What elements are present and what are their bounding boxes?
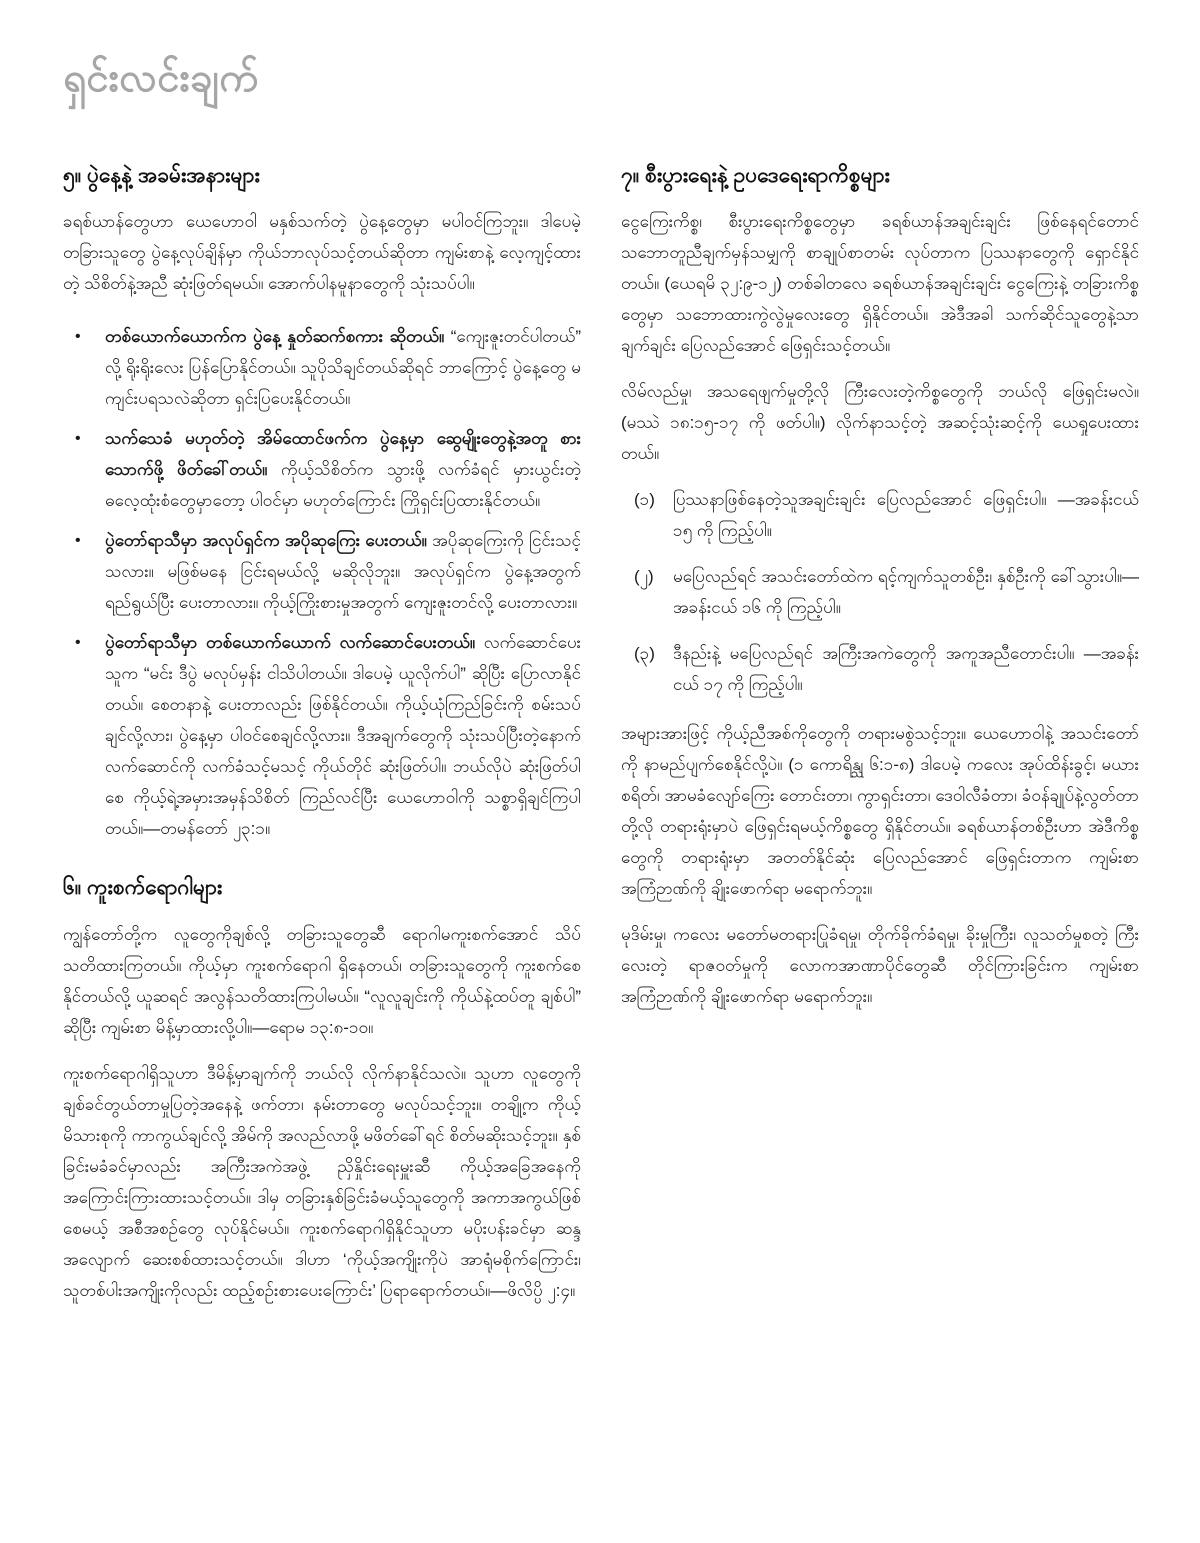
- section7-paragraph-4: မုဒိမ်းမှု၊ ကလေး မတော်မတရားပြုခံရမှု၊ တိုက်ခိုက်ခံရမှု၊ ခိုးမှုကြီး၊ လူသတ်မှုစတဲ့ ကြီးလေးတဲ့ ရာဇဝတ်မှုကို လောကအာဏာပိုင်တွေဆီ တိုင်ကြားခြင်းက ကျမ်းစာအကြံဉာဏ်ကို ချိုးဖောက်ရာ မရောက်ဘူး။: [621, 925, 1139, 1007]
- section6-paragraph-1: ကျွန်တော်တို့က လူတွေကိုချစ်လို့ တခြားသူတွေဆီ ရောဂါမကူးစက်အောင် သိပ်သတိထားကြတယ်။ ကိုယ့်မှာ ကူးစက်ရောဂါ ရှိနေတယ်၊ တခြားသူတွေကို ကူးစက်စေနိုင်တယ်လို့ ယူဆရင် အလွန်သတိထားကြပါမယ်။ “လူလူချင်းကို ကိုယ်နဲ့ထပ်တူ ချစ်ပါ” ဆိုပြီး ကျမ်းစာ မိန့်မှာထားလို့ပါ။—ရောမ ၁၃:၈-၁၀။: [63, 924, 581, 1037]
- section6-heading: ၆။ ကူးစက်ရောဂါများ: [63, 876, 223, 900]
- bullet-marker-icon: •: [75, 430, 81, 448]
- step-text: ပြဿနာဖြစ်နေတဲ့သူအချင်းချင်း ပြေလည်အောင် ဖြေရှင်းပါ။ —အခန်းငယ် ၁၅ ကို ကြည့်ပါ။: [673, 490, 1139, 541]
- step-text: ဒီနည်းနဲ့ မပြေလည်ရင် အကြီးအကဲတွေကို အကူအညီတောင်းပါ။ —အခန်းငယ် ၁၇ ကို ကြည့်ပါ။: [673, 644, 1139, 695]
- section7-step-list: [621, 484, 1139, 700]
- section5-heading: ၅။ ပွဲနေ့နဲ့ အခမ်းအနားများ: [63, 164, 260, 187]
- bullet-lead-text: ပွဲတော်ရာသီမှာ တစ်ယောက်ယောက် လက်ဆောင်ပေးတယ်။: [105, 633, 476, 653]
- bullet-body-text: လက်ဆောင်ပေးသူက “မင်း ဒီပွဲ မလုပ်မှန်း ငါသိပါတယ်။ ဒါပေမဲ့ ယူလိုက်ပါ” ဆိုပြီး ပြောလာနိုင်တယ်။ စေတနာနဲ့ ပေးတာလည်း ဖြစ်နိုင်တယ်။ ကိုယ့်ယုံကြည်ခြင်းကို စမ်းသပ်ချင်လို့လား၊ ပွဲနေ့မှာ ပါဝင်စေချင်လို့လား။ ဒီအချက်တွေကို သုံးသပ်ပြီးတဲ့နောက် လက်ဆောင်ကို လက်ခံသင့်မသင့် ကိုယ်တိုင် ဆုံးဖြတ်ပါ။ ဘယ်လိုပဲ ဆုံးဖြတ်ပါစေ ကိုယ့်ရဲ့အမှားအမှန်သိစိတ် ကြည်လင်ပြီး ယေဟောဝါကို သစ္စာရှိချင်ကြပါတယ်။—တမန်တော် ၂၃:၁။: [105, 633, 581, 839]
- section7-paragraph-3: အများအားဖြင့် ကိုယ့်ညီအစ်ကိုတွေကို တရားမစွဲသင့်ဘူး။ ယေဟောဝါနဲ့ အသင်းတော်ကို နာမည်ပျက်စေနိုင်လို့ပဲ။ (၁ ကောရိန္သု ၆:၁-၈) ဒါပေမဲ့ ကလေး အုပ်ထိန်းခွင့်၊ မယားစရိတ်၊ အာမခံလျော်ကြေး တောင်းတာ၊ ကွာရှင်းတာ၊ ဒေဝါလီခံတာ၊ ခံဝန်ချုပ်နဲ့လွတ်တာတို့လို တရားရုံးမှာပဲ ဖြေရှင်းရမယ့်ကိစ္စတွေ ရှိနိုင်တယ်။ ခရစ်ယာန်တစ်ဦးဟာ အဲဒီကိစ္စတွေကို တရားရုံးမှာ အတတ်နိုင်ဆုံး ပြေလည်အောင် ဖြေရှင်းတာက ကျမ်းစာအကြံဉာဏ်ကို ချိုးဖောက်ရာ မရောက်ဘူး။: [621, 724, 1139, 899]
- step-number: (၃): [634, 644, 655, 664]
- bullet-lead-text: သက်သေခံ မဟုတ်တဲ့ အိမ်ထောင်ဖက်က ပွဲနေ့မှာ ဆွေမျိုးတွေနဲ့အတူ စားသောက်ဖို့ ဖိတ်ခေါ်တယ်။: [105, 429, 581, 480]
- list-item: [63, 423, 581, 516]
- section5-intro: ခရစ်ယာန်တွေဟာ ယေဟောဝါ မနှစ်သက်တဲ့ ပွဲနေ့တွေမှာ မပါဝင်ကြဘူး။ ဒါပေမဲ့ တခြားသူတွေ ပွဲနေ့လုပ်ချိန်မှာ ကိုယ်ဘာလုပ်သင့်တယ်ဆိုတာ ကျမ်းစာနဲ့ လေ့ကျင့်ထားတဲ့ သိစိတ်နဲ့အညီ ဆုံးဖြတ်ရမယ်။ အောက်ပါနမူနာတွေကို သုံးသပ်ပါ။: [63, 212, 581, 294]
- step-number: (၂): [634, 567, 654, 587]
- section5-bullet-list: [63, 321, 581, 844]
- bullet-marker-icon: •: [75, 634, 81, 652]
- bullet-marker-icon: •: [75, 532, 81, 550]
- list-item: [63, 525, 581, 618]
- step-number: (၁): [634, 490, 655, 510]
- bullet-body-text: ကိုယ့်သိစိတ်က သွားဖို့ လက်ခံရင် မှားယွင်းတဲ့ ဓလေ့ထုံးစံတွေမှာတော့ ပါဝင်မှာ မဟုတ်ကြောင်း ကြိုရှင်းပြထားနိုင်တယ်။: [105, 460, 581, 511]
- bullet-lead-text: တစ်ယောက်ယောက်က ပွဲနေ့ နှုတ်ဆက်စကား ဆိုတယ်။: [105, 327, 445, 347]
- bullet-body-text: “ကျေးဇူးတင်ပါတယ်” လို့ ရိုးရိုးလေး ပြန်ပြောနိုင်တယ်။ သူပိုသိချင်တယ်ဆိုရင် ဘာကြောင့် ပွဲနေ့တွေ မကျင်းပရသလဲဆိုတာ ရှင်းပြပေးနိုင်တယ်။: [105, 327, 581, 409]
- list-item: [63, 627, 581, 844]
- step-text: မပြေလည်ရင် အသင်းတော်ထဲက ရင့်ကျက်သူတစ်ဦး၊ နှစ်ဦးကို ခေါ်သွားပါ။—အခန်းငယ် ၁၆ ကို ကြည့်ပါ။: [673, 567, 1139, 618]
- section7-paragraph-2: လိမ်လည်မှု၊ အသရေဖျက်မှုတို့လို ကြီးလေးတဲ့ကိစ္စတွေကို ဘယ်လို ဖြေရှင်းမလဲ။ (မဿဲ ၁၈:၁၅-၁၇ ကို ဖတ်ပါ။) လိုက်နာသင့်တဲ့ အဆင့်သုံးဆင့်ကို ယေရှုပေးထားတယ်။: [621, 382, 1139, 464]
- bullet-body-text: အပိုဆုကြေးကို ငြင်းသင့်သလား။ မဖြစ်မနေ ငြင်းရမယ်လို့ မဆိုလိုဘူး။ အလုပ်ရှင်က ပွဲနေ့အတွက် ရည်ရွယ်ပြီး ပေးတာလား။ ကိုယ့်ကြိုးစားမှုအတွက် ကျေးဇူးတင်လို့ ပေးတာလား။: [105, 531, 581, 613]
- page-title: ရှင်းလင်းချက်: [63, 56, 260, 100]
- section7-paragraph-1: ငွေကြေးကိစ္စ၊ စီးပွားရေးကိစ္စတွေမှာ ခရစ်ယာန်အချင်းချင်း ဖြစ်နေရင်တောင် သဘောတူညီချက်မှန်သမျှကို စာချုပ်စာတမ်း လုပ်တာက ပြဿနာတွေကို ရှောင်နိုင်တယ်။ (ယေရမိ ၃၂:၉-၁၂) တစ်ခါတလေ ခရစ်ယာန်အချင်းချင်း ငွေကြေးနဲ့ တခြားကိစ္စတွေမှာ သဘောထားကွဲလွဲမှုလေးတွေ ရှိနိုင်တယ်။ အဲဒီအခါ သက်ဆိုင်သူတွေနဲ့သာ ချက်ချင်း ပြေလည်အောင် ဖြေရှင်းသင့်တယ်။: [621, 212, 1139, 356]
- list-item: [621, 638, 1139, 700]
- list-item: [621, 484, 1139, 546]
- left-column: [63, 162, 581, 1321]
- section6-paragraph-2: ကူးစက်ရောဂါရှိသူဟာ ဒီမိန့်မှာချက်ကို ဘယ်လို လိုက်နာနိုင်သလဲ။ သူဟာ လူတွေကို ချစ်ခင်တွယ်တာမှုပြတဲ့အနေနဲ့ ဖက်တာ၊ နမ်းတာတွေ မလုပ်သင့်ဘူး။ တချို့က ကိုယ့်မိသားစုကို ကာကွယ်ချင်လို့ အိမ်ကို အလည်လာဖို့ မဖိတ်ခေါ်ရင် စိတ်မဆိုးသင့်ဘူး။ နှစ်ခြင်းမခံခင်မှာလည်း အကြီးအကဲအဖွဲ့ ညှိနှိုင်းရေးမှူးဆီ ကိုယ့်အခြေအနေကို အကြောင်းကြားထားသင့်တယ်။ ဒါမှ တခြားနှစ်ခြင်းခံမယ့်သူတွေကို အကာအကွယ်ဖြစ်စေမယ့် အစီအစဉ်တွေ လုပ်နိုင်မယ်။ ကူးစက်ရောဂါရှိနိုင်သူဟာ မပိုးပန်းခင်မှာ ဆန္ဒအလျောက် ဆေးစစ်ထားသင့်တယ်။ ဒါဟာ ‘ကိုယ့်အကျိုးကိုပဲ အာရုံမစိုက်ကြောင်း၊ သူတစ်ပါးအကျိုးကိုလည်း ထည့်စဉ်းစားပေးကြောင်း’ ပြရာရောက်တယ်။—ဖိလိပ္ပိ ၂:၄။: [63, 1063, 581, 1300]
- list-item: [621, 561, 1139, 623]
- right-column: [621, 162, 1139, 1027]
- bullet-lead-text: ပွဲတော်ရာသီမှာ အလုပ်ရှင်က အပိုဆုကြေး ပေးတယ်။: [105, 531, 427, 551]
- section7-heading: ၇။ စီးပွားရေးနဲ့ ဥပဒေရေးရာကိစ္စများ: [621, 164, 890, 187]
- list-item: [63, 321, 581, 414]
- two-column-layout: [63, 162, 1140, 1321]
- bullet-marker-icon: •: [75, 328, 81, 346]
